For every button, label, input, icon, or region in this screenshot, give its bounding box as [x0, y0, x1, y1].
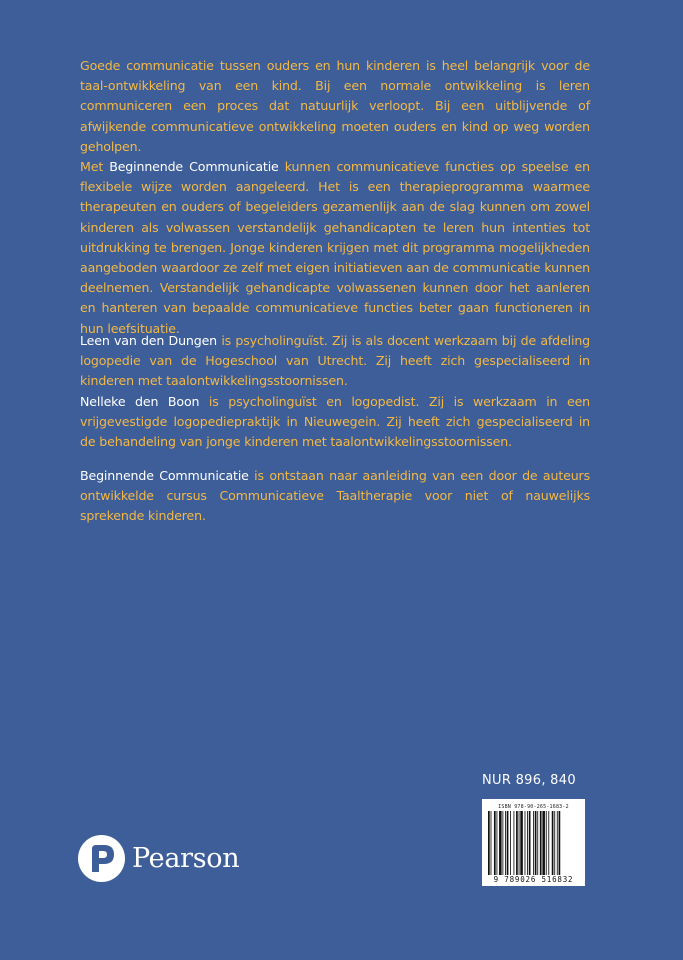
- publisher-logo: [78, 835, 239, 882]
- author1-text: is psycholinguïst. Zij is als docent werkzaam bij de afdeling logopedie van de Hogeschool van Utrecht. Zij heeft zich gespecialiseerd in kinderen met taalontwikkelingsstoornissen.: [80, 333, 590, 389]
- author-bios: [80, 331, 590, 452]
- publisher-name: Pearson: [132, 843, 240, 874]
- author2-text: is psycholinguïst en logopedist. Zij is werkzaam in een vrijgevestigde logopediepraktijk in Nieuwegein. Zij heeft zich gespecialiseerd in de behandeling van jonge kinderen met taalontwikkelingsstoornissen.: [80, 393, 590, 450]
- program-text: kunnen communicatieve functies op speelse en flexibele wijze worden aangeleerd. Het is een therapieprogramma waarmee therapeuten en ouders of begeleiders gezamenlijk aan de slag kunnen om zowel kinderen als volwassen verstandelijk gehandicapten te leren hun intenties tot uitdrukking te brengen. Jonge kinderen krijgen met dit programma mogelijkheden aangeboden waardoor ze zelf met eigen initiatieven aan de communicatie kunnen deelnemen. Verstandelijk gehandicapte volwassenen kunnen door het aanleren en hanteren van bepaalde communicatieve functies beter gaan functioneren in hun leefsituatie.: [80, 159, 590, 336]
- nur-code: NUR 896, 840: [482, 773, 576, 788]
- isbn-label: ISBN 978-90-265-1683-2: [498, 804, 569, 810]
- origin-text: is ontstaan naar aanleiding van een door de auteurs ontwikkelde cursus Communicatieve Taaltherapie voor niet of nauwelijks sprekende kinderen.: [80, 468, 590, 524]
- author2-name: Nelleke den Boon: [80, 393, 200, 409]
- origin-note: [80, 466, 590, 527]
- author2-bio: [80, 392, 590, 453]
- author1-bio: [80, 331, 590, 392]
- book-title: Beginnende Communicatie: [109, 159, 279, 174]
- isbn-barcode: [482, 799, 585, 886]
- pearson-p-icon: [78, 835, 125, 882]
- author1-name: Leen van den Dungen: [80, 333, 218, 348]
- back-cover-text: [80, 56, 590, 157]
- origin-paragraph: [80, 466, 590, 527]
- program-paragraph: [80, 157, 590, 339]
- barcode-digits: 9 789026 516832: [493, 875, 574, 884]
- lead-text: Met: [80, 159, 110, 174]
- book-title-2: Beginnende Communicatie: [80, 468, 249, 483]
- intro-paragraph: Goede communicatie tussen ouders en hun kinderen is heel belangrijk voor de taal-ontwikkeling van een kind. Bij een normale ontwikkeling is leren communiceren een proces dat natuurlijk verloopt. Bij een uitblijvende of afwijkende communicatieve ontwikkeling moeten ouders en kind op weg worden geholpen.: [80, 58, 590, 154]
- barcode-bars: [487, 811, 580, 875]
- program-description: [80, 157, 590, 339]
